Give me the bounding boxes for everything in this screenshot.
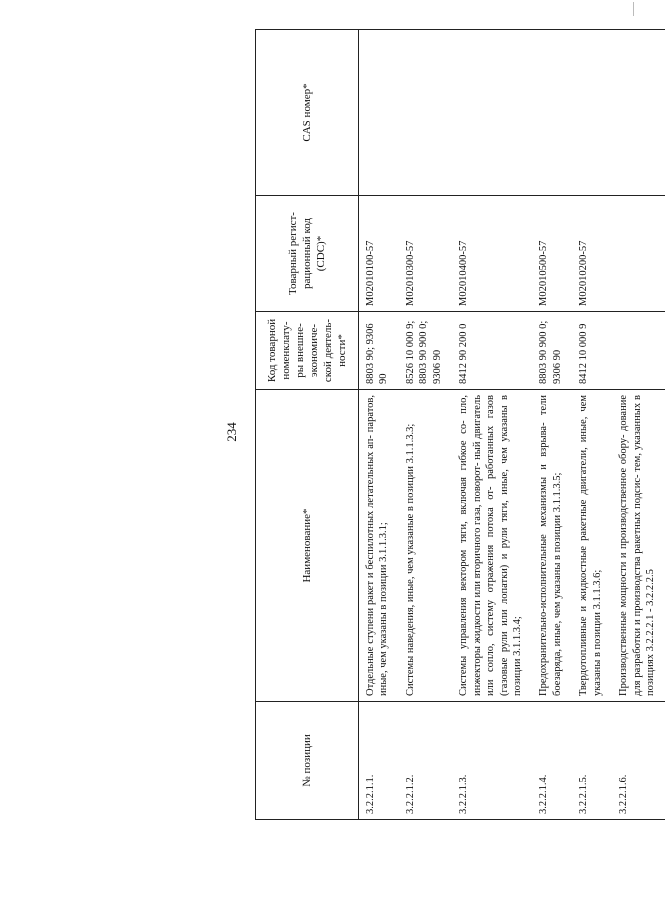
cell-cdc-code: M02010100-57 (359, 196, 399, 312)
page-number: 234 (224, 422, 239, 442)
cell-tnved-code: 8412 10 000 9 (572, 312, 612, 390)
cell-name: Твердотопливные и жидкостные ракетные двигатели, иные, чем указаны в позиции 3.1.1.3.6; (572, 390, 612, 702)
cell-tnved-code: 8526 10 000 9; 8803 90 900 0; 9306 90 (399, 312, 452, 390)
cell-name: Системы управления вектором тяги, включая гибкое со- пло, инжекторы жидкости или вторичного газа, поворот- ный двигатель или сопло, систему отражения потока от- работанных газов (газовые рули или лопатки) и рули тяги, иные, чем указаны в позиции 3.1.1.3.4; (452, 390, 532, 702)
control-list-table (255, 29, 665, 820)
cell-position-number: 3.2.2.1.2. (399, 702, 452, 820)
table-row (399, 30, 452, 820)
cell-cdc-code: M02010400-57 (452, 196, 532, 312)
cell-tnved-code: 8803 90; 9306 90 (359, 312, 399, 390)
header-tnved-code: Код товарной номенклату- ры внешне- экономиче- ской деятель- ности* (256, 312, 359, 390)
cell-name: Предохранительно-исполнительные механизмы и взрыва- тели боезаряда, иные, чем указаны в позиции 3.1.1.3.5; (532, 390, 572, 702)
cell-cas-number (532, 30, 572, 196)
header-name: Наименование* (256, 390, 359, 702)
cell-cas-number (359, 30, 399, 196)
cell-position-number: 3.2.2.1.4. (532, 702, 572, 820)
cell-cdc-code: M02010300-57 (399, 196, 452, 312)
cell-cas-number (399, 30, 452, 196)
table-header-row (256, 30, 359, 820)
cell-tnved-code: 8412 90 200 0 (452, 312, 532, 390)
table-row (532, 30, 572, 820)
cell-position-number: 3.2.2.1.1. (359, 702, 399, 820)
cell-tnved-code: 8803 90 900 0; 9306 90 (532, 312, 572, 390)
table-row (359, 30, 399, 820)
cell-position-number: 3.2.2.1.5. (572, 702, 612, 820)
table-row (572, 30, 612, 820)
cell-name: Производственные мощности и производственное обору- дование для разработки и производства ракетных подсис- тем, указанных в позициях 3.2.2.2.1 - 3.2.2.2.5 (612, 390, 665, 702)
cell-cdc-code (612, 196, 665, 312)
cell-position-number: 3.2.2.1.6. (612, 702, 665, 820)
header-cdc-code: Товарный регист- рационный код (CDC)* (256, 196, 359, 312)
cell-cas-number (572, 30, 612, 196)
cell-cdc-code: M02010200-57 (572, 196, 612, 312)
cell-name: Системы наведения, иные, чем указаные в позиции 3.1.1.3.3; (399, 390, 452, 702)
cell-cas-number (612, 30, 665, 196)
cell-name: Отдельные ступени ракет и беспилотных летательных ап- паратов, иные, чем указаны в позиции 3.1.1.3.1; (359, 390, 399, 702)
header-position-number: № позиции (256, 702, 359, 820)
cell-cas-number (452, 30, 532, 196)
header-cas-number: CAS номер* (256, 30, 359, 196)
cell-cdc-code: M02010500-57 (532, 196, 572, 312)
cell-tnved-code (612, 312, 665, 390)
table-row (612, 30, 665, 820)
cell-position-number: 3.2.2.1.3. (452, 702, 532, 820)
table-row (452, 30, 532, 820)
